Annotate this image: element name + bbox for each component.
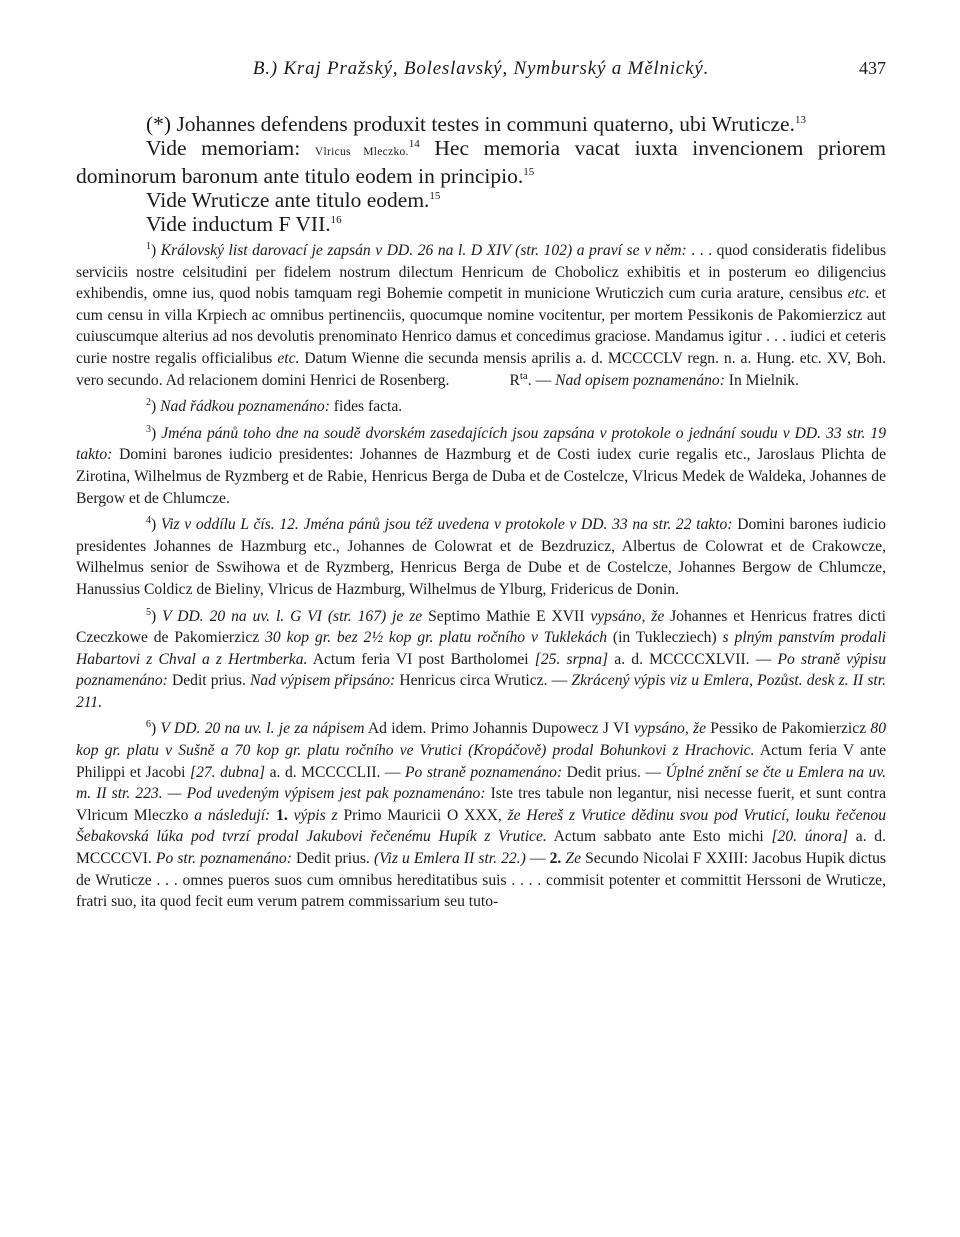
- paragraph-text: Vide memoriam:: [146, 136, 315, 160]
- note-italic: s plným panstvím prodali Habartovi z Chval a z Hertmberka.: [76, 629, 886, 668]
- paragraph-testes: [76, 112, 886, 136]
- page-number: 437: [859, 58, 886, 78]
- note-italic: (Viz u Emlera II str. 22.): [373, 850, 526, 868]
- page: [76, 58, 886, 918]
- note-italic: vypsáno, že: [633, 720, 706, 738]
- footnotes: [76, 240, 886, 913]
- paragraph-memoriam: [76, 136, 886, 188]
- note-text: Primo Mauricii O XXX,: [337, 806, 508, 824]
- note-bold: 2.: [549, 850, 562, 868]
- paragraph-text: Hec memoria vacat iuxta invencionem priorem dominorum baronum ante titulo eodem in principio.: [76, 136, 886, 188]
- footnote-ref: 13: [794, 113, 806, 126]
- note-italic: Ze: [561, 850, 581, 868]
- note-italic: V DD. 20 na uv. l. je za nápisem: [160, 720, 365, 738]
- note-text: Actum sabbato ante Esto michi: [546, 828, 772, 846]
- paragraph-text: Vide inductum F VII.: [146, 212, 331, 236]
- note-text: Dedit prius. —: [562, 763, 666, 781]
- note-text: fides facta.: [329, 398, 403, 416]
- note-italic: Nad řádkou poznamenáno:: [160, 398, 330, 416]
- note-text: Domini barones iudicio presidentes Johannes de Hazmburg etc., Johannes de Colowrat et de Bezdruzicz, Albertus de Colowrat et de Crakowcze, Wilhelmus senior de Sswihowa et de Ryzmberg, Henricus Berga de Dube et de Costelcze, Johannes Bergow de Chlumcze, Hanussius Coldicz de Bieliny, Vlricus de Hazmburg, Wilhelmus de Ylburg, Fridericus de Donin.: [76, 516, 886, 598]
- paragraph-text: (*) Johannes defendens produxit testes in communi quaterno, ubi Wruticze.: [146, 112, 795, 136]
- note-italic: že Hereš z Vrutice dědinu svou pod Vruticí, louku řečenou Šebakovská lúka pod tvrzí prodal Jakubovi řečenému Hupík z Vrutice.: [76, 806, 886, 846]
- note-italic: Po straně výpisu poznamenáno:: [76, 650, 886, 690]
- footnote-4: $^4$) Viz v oddílu L čís. 12. Jména pánů jsou též uvedena v protokole v DD. 33 na str. 22 takto: Domini barones iudicio presidentes Johannes de Hazmburg etc., Johannes de Colowrat et de Bezdruzicz, Albertus de Colowrat et de Crakowcze, Wilhelmus senior de Sswihowa et de Ryzmberg, Henricus Berga de Dube et de Costelcze, Johannes Bergow de Chlumcze, Hanussius Coldicz de Bieliny, Vlricus de Hazmburg, Wilhelmus de Ylburg, Fridericus de Donin.: [76, 514, 886, 598]
- note-text: In Mielnik.: [724, 371, 799, 389]
- note-text: Actum feria VI post Bartholomei: [307, 650, 535, 668]
- note-italic: [20. února]: [771, 828, 849, 846]
- note-text: Dedit prius.: [167, 672, 251, 690]
- note-italic: etc.: [847, 285, 870, 303]
- note-text: Ad idem. Primo Johannis Dupowecz J VI: [364, 720, 634, 738]
- note-italic: Zkrácený výpis viz u Emlera, Pozůst. desk z. II str. 211.: [76, 672, 886, 711]
- note-text: Pessiko de Pakomierzicz: [706, 720, 871, 738]
- footnote-number: 3: [146, 423, 151, 435]
- paragraph-text: Vide Wruticze ante titulo eodem.: [146, 188, 430, 212]
- footnote-ref: 15: [429, 189, 441, 202]
- footnote-6: $^6$) V DD. 20 na uv. l. je za nápisem Ad idem. Primo Johannis Dupowecz J VI vypsáno, že Pessiko de Pakomierzicz 80 kop gr. platu v Sušně a 70 kop gr. platu ročního ve Vrutici (Kropáčově) prodal Bohunkovi z Hrachovic. Actum feria V ante Philippi et Jacobi [27. dubna] a. d. MCCCCLII. — Po straně poznamenáno: Dedit prius. — Úplné znění se čte u Emlera na uv. m. II str. 223. — Pod uvedeným výpisem jest pak poznamenáno: Iste tres tabule non legantur, nisi necesse fuerit, et sunt contra Vlricum Mleczko a následují: 1. výpis z Primo Mauricii O XXX, že Hereš z Vrutice dědinu svou pod Vruticí, louku řečenou Šebakovská lúka pod tvrzí prodal Jakubovi řečenému Hupík z Vrutice. Actum sabbato ante Esto michi [20. února] a. d. MCCCCVI. Po str. poznamenáno: Dedit prius. (Viz u Emlera II str. 22.) — 2. Ze Secundo Nicolai F XXIII: Jacobus Hupik dictus de Wruticze . . . omnes pueros suos cum omnibus hereditatibus suis . . . . commisit potenter et committit Herssoni de Wruticze, fratri suo, ita quod fecit eum verum patrem commissarium seu tuto-: [76, 719, 887, 911]
- note-text: a. d. MCCCCXLVII. —: [608, 650, 778, 668]
- note-text: a. d. MCCCCLII. —: [265, 763, 406, 781]
- footnote-number: 6: [146, 719, 151, 731]
- note-italic: Královský list darovací je zapsán v DD. 26 na l. D XIV (str. 102) a praví se v něm:: [160, 242, 687, 259]
- note-text: Johannes et Henricus fratres dicti Czeczkowe de Pakomierzicz: [76, 607, 887, 647]
- note-text: a. d. MCCCCVI.: [76, 828, 886, 868]
- note-italic: 80 kop gr. platu v Sušně a 70 kop gr. platu ročního ve Vrutici (Kropáčově) prodal Bohunkovi z Hrachovic.: [76, 720, 886, 760]
- footnote-3: $^3$) Jména pánů toho dne na soudě dvorském zasedajících jsou zapsána v protokole o jednání soudu v DD. 33 str. 19 takto: Domini barones iudicio presidentes: Johannes de Hazmburg et de Costi iudex curie regalis etc., Jaroslaus Plichta de Zirotina, Wilhelmus de Ryzmberg et de Rabie, Henricus Berga de Duba et de Costelcze, Vlricus Medek de Waldeka, Johannes de Bergow et de Chlumcze.: [76, 423, 886, 507]
- note-italic: [27. dubna]: [190, 763, 266, 781]
- note-italic: V DD. 20 na uv. l. G VI (str. 167) je ze: [162, 607, 423, 625]
- footnote-number: 5: [146, 606, 151, 618]
- name-small: Vlricus Mleczko.: [314, 146, 409, 158]
- note-text: Domini barones iudicio presidentes: Johannes de Hazmburg et de Costi iudex curie regalis etc., Jaroslaus Plichta de Zirotina, Wilhelmus de Ryzmberg et de Rabie, Henricus Berga de Duba et de Costelcze, Vlricus Medek de Waldeka, Johannes de Bergow et de Chlumcze.: [76, 446, 886, 507]
- note-text: Henricus circa Wruticz. —: [395, 672, 572, 690]
- note-italic: 30 kop gr. bez 2½ kop gr. platu ročního v Tuklekách: [265, 629, 607, 647]
- note-text: . . . quod consideratis fidelibus serviciis nostre celsitudini per fidelem nostrum dilectum Henricum de Chobolicz exhibitis et in posterum eo diligencius exhibendis, omne ius, quod nobis tamquam regi Bohemie competit in municione Wruticzich cum curia arature, censibus: [76, 242, 887, 303]
- note-italic: a následují:: [194, 806, 271, 824]
- footnote-ref: 15: [523, 165, 535, 178]
- footnote-ref: 14: [408, 137, 420, 150]
- note-text: R: [509, 371, 520, 389]
- note-text: . —: [527, 371, 556, 389]
- note-sup: ta: [519, 369, 528, 382]
- note-text: Dedit prius.: [291, 850, 374, 868]
- note-text: Datum Wienne die secunda mensis aprilis a. d. MCCCCLV regn. n. a. Hung. etc. XV, Boh. vero secundo. Ad relacionem domini Henrici de Rosenberg.: [76, 349, 886, 389]
- note-italic: Nad výpisem připsáno:: [250, 672, 396, 690]
- footnote-number: 2: [146, 396, 151, 408]
- note-italic: etc.: [277, 349, 300, 367]
- note-text: (in Tuklecziech): [607, 629, 723, 647]
- main-text: [76, 112, 886, 236]
- note-italic: [25. srpna]: [534, 650, 609, 668]
- paragraph-inductum: [76, 212, 886, 236]
- note-italic: Nad opisem poznamenáno:: [555, 371, 725, 389]
- note-text: —: [525, 850, 550, 868]
- footnote-2: $^2$) Nad řádkou poznamenáno: fides facta.: [146, 396, 403, 416]
- note-text: Iste tres tabule non legantur, nisi necesse fuerit, et sunt contra Vlricum Mleczko: [76, 785, 886, 824]
- note-italic: Po straně poznamenáno:: [405, 763, 563, 781]
- footnote-1: $^1$) Královský list darovací je zapsán v DD. 26 na l. D XIV (str. 102) a praví se v něm: . . . quod consideratis fidelibus serviciis nostre celsitudini per fidelem nostrum dilectum Henricum de Chobolicz exhibitis et in posterum eo diligencius exhibendis, omne ius, quod nobis tamquam regi Bohemie competit in municione Wruticzich cum curia arature, censibus etc. et cum censu in villa Krpiech ac omnibus pertinenciis, quocumque nomine vocitentur, per mortem Pessikonis de Pakomierzicz aut cuiuscumque alterius ad nos devolutis prenominato Henrico damus et concedimus graciose. Mandamus igitur . . . iudici et ceteris curie nostre regalis officialibus etc. Datum Wienne die secunda mensis aprilis a. d. MCCCCLV regn. n. a. Hung. etc. XV, Boh. vero secundo. Ad relacionem domini Henrici de Rosenberg. $R^{ta}$. — Nad opisem poznamenáno: In Mielnik.: [76, 240, 887, 389]
- footnote-number: 4: [146, 514, 151, 526]
- footnote-5: $^5$) V DD. 20 na uv. l. G VI (str. 167) je ze Septimo Mathie E XVII vypsáno, že Johannes et Henricus fratres dicti Czeczkowe de Pakomierzicz 30 kop gr. bez 2½ kop gr. platu ročního v Tuklekách (in Tuklecziech) s plným panstvím prodali Habartovi z Chval a z Hertmberka. Actum feria VI post Bartholomei [25. srpna] a. d. MCCCCXLVII. — Po straně výpisu poznamenáno: Dedit prius. Nad výpisem připsáno: Henricus circa Wruticz. — Zkrácený výpis viz u Emlera, Pozůst. desk z. II str. 211.: [76, 606, 887, 711]
- running-head: B.) Kraj Pražský, Boleslavský, Nymburský a Mělnický.: [252, 58, 710, 79]
- footnote-ref: 16: [330, 213, 342, 226]
- note-italic: výpis z: [287, 806, 338, 824]
- footnote-number: 1: [146, 240, 151, 252]
- note-italic: Po str. poznamenáno:: [155, 850, 292, 868]
- page-header: [76, 58, 886, 88]
- note-italic: Viz v oddílu L čís. 12. Jména pánů jsou též uvedena v protokole v DD. 33 na str. 22 takto:: [160, 516, 733, 534]
- note-italic: Jména pánů toho dne na soudě dvorském zasedajících jsou zapsána v protokole o jednání soudu v DD. 33 str. 19 takto:: [76, 424, 886, 464]
- paragraph-wruticze: [76, 188, 886, 212]
- note-text: Actum feria V ante Philippi et Jacobi: [76, 742, 887, 781]
- note-text: Septimo Mathie E XVII: [422, 607, 591, 625]
- note-text: Secundo Nicolai F XXIII: Jacobus Hupik dictus de Wruticze . . . omnes pueros suos cum omnibus hereditatibus suis . . . . commisit potenter et committit Herssoni de Wruticze, fratri suo, ita quod fecit eum verum patrem commissarium seu tuto-: [76, 850, 886, 911]
- note-text: et cum censu in villa Krpiech ac omnibus pertinenciis, quocumque nomine vocitentur, per mortem Pessikonis de Pakomierzicz aut cuiuscumque alterius ad nos devolutis prenominato Henrico damus et concedimus graciose. Mandamus igitur . . . iudici et ceteris curie nostre regalis officialibus: [76, 285, 886, 367]
- note-bold: 1.: [270, 806, 288, 824]
- note-italic: vypsáno, že: [590, 607, 665, 625]
- note-italic: Úplné znění se čte u Emlera na uv. m. II str. 223. — Pod uvedeným výpisem jest pak poznamenáno:: [76, 763, 886, 803]
